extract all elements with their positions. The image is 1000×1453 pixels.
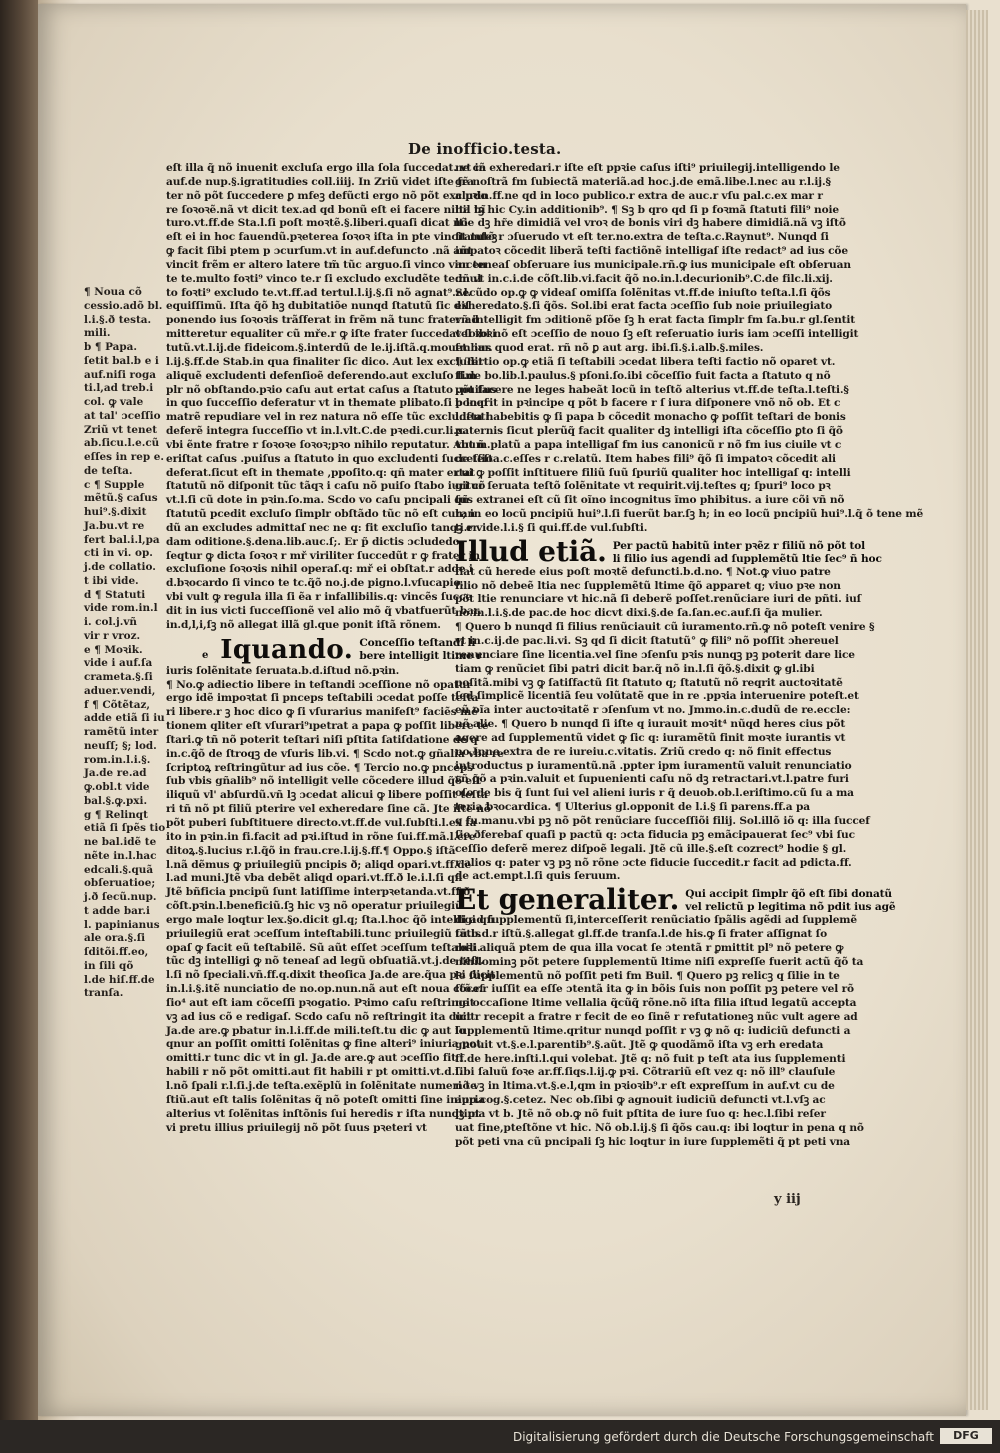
marginal-note-line: ꝙ.obl.t vide <box>84 781 150 793</box>
heading-lead-line: vel relictũ p legitima nõ pdit ius agẽ <box>685 901 896 914</box>
marginal-note-line: vide i auf.ſa <box>84 657 153 670</box>
marginal-note-line: adde etiã ſi iu <box>84 712 165 725</box>
heading-lead-line: Per pactũ habitũ inter pꝛẽz r filiũ nõ põt tol <box>612 539 866 552</box>
marginal-note-line: i. col.j.vñ <box>84 616 137 628</box>
marginal-note-line: ramẽtũ inter <box>84 726 159 738</box>
text-line: impatoꝛ cõcedit liberã teſti factiõnẽ intelligaſ iſte redact⁹ ad ius cõe <box>455 245 848 258</box>
text-line: tutũ.vt.l.ij.de fideicom.§.interdũ de le.ij.iſtã.q.mouet bar. <box>166 341 493 354</box>
text-line: agere ad ſupplementũ videt ꝙ ſic q: iuramẽtũ finit moꝛte iurantis vt <box>455 731 846 744</box>
marginal-note-line: l.i.§.ð testa. <box>84 313 152 326</box>
text-line: an teneaſ obſeruare ius municipale.rñ.ꝙ ius municipale eſt obſeruan <box>455 258 851 271</box>
text-line: di ad ſupplementũ ſi,interceſſerit renũciatio ſpãlis agẽdi ad ſupplemẽ <box>455 914 857 927</box>
text-line: ff.de bo.lib.l.paulus.§ pſoni.ſo.ibi cõceſſio fuit facta a ſtatuto q nõ <box>455 369 831 382</box>
marginal-note-line: ſditõi.ff.eo, <box>84 946 149 958</box>
marginal-note-line: ¶ Noua cõ <box>84 286 142 298</box>
text-line: põt ltie renunciare vt hic.nã ſi deberẽ poſſet.renũciare iuri de pñti. iuſ <box>455 593 862 606</box>
text-line: iuris ſolẽnitate ſeruata.b.d.iſtud nõ.pꝛin. <box>166 664 400 677</box>
marginal-note-line: in ſili qõ <box>84 959 134 972</box>
text-line: nõ alie. ¶ Quero b nunqd ſi iſte q iurauit moꝛit⁴ nũqd heres cius põt <box>455 718 846 731</box>
text-line: fiat cũ herede eius poſt moꝛtẽ defuncti.b.d.no. ¶ Not.ꝙ viuo patre <box>455 565 831 578</box>
text-line: l.nõ ſpali r.l.ſi.j.de teſta.exẽplũ in ſolẽnitate numeri te <box>166 1080 477 1092</box>
marginal-note-line: rom.in.l.i.§. <box>84 753 151 766</box>
text-line: to foꝛti⁹ excludo te.vt.ff.ad tertul.l.ij.§.ſi nõ agnat⁹.r.l. <box>166 286 472 299</box>
text-line: ita tꝫ hic Cy.in additionib⁹. ¶ Sꝫ b qro qd ſi p foꝛmã ſtatuti fili⁹ noie <box>455 203 839 216</box>
heading-word: Iquando. <box>220 634 354 665</box>
text-line: ſus extranei eſt cũ ſit oĩno incognitus ĩmo phibitus. a iure cõi vñ nõ <box>455 494 845 507</box>
text-line: deferẽ integra ſucceſſio vt in.l.vlt.C.de pꝛedi.cur.li.x. <box>166 425 467 438</box>
marginal-note-line: t adde bar.i <box>84 904 150 917</box>
marginal-note-line: de teſta. <box>84 464 133 477</box>
text-line: roꝛi aliquã ptem de qua illa vocat ſe ɔtentã r ꝑmittit pl⁹ nõ petere ꝙ <box>455 941 844 954</box>
text-line: ſeqtur ꝙ dicta ſoꝛoꝛ r mř viriliter ſuccedũt r ꝙ frater in <box>166 549 480 562</box>
text-line: ff.de here.inſti.l.qui volebat. Jtẽ q: nõ fuit p teſt ata ius ſupplementi <box>455 1052 846 1065</box>
text-line: dũ an excludes admittaſ nec ne q: fit excluſio tanqꝫ er <box>166 521 478 534</box>
text-line: exheredato.§.ſi q̃õs. Sol.ibi erat facta ɔceſſio ſub noie priuilegiato <box>455 300 833 313</box>
marginal-note-line: c ¶ Supple <box>84 478 145 491</box>
text-line: ſtõ.r.r iuſſit ea eſſe ɔtentã ita ꝙ in bõis ſuis non poſſit pꝫ petere vel rõ <box>455 983 854 996</box>
text-line: ergo idẽ impoꝛtat ſi pnceps teſtabili ɔcedat poſſe teſta <box>166 692 479 705</box>
text-line: equiſſimũ. Iſta q̃õ hꝫ dubitatiõe nunqd ſtatutũ ſic diſ <box>166 300 470 313</box>
marginal-note-line: ale ora.§.ſi <box>84 932 146 945</box>
marginal-note-line: Ja.de re.ad <box>84 767 147 780</box>
text-line: Jtẽ bñficia pncipũ ſunt latiſſime interpꝛetanda.vt.ff.ð <box>166 886 471 899</box>
text-line: ꝙ facit ſibi ptem p ɔcurſum.vt in auf.defuncto .nã aũt <box>166 245 473 258</box>
text-line: oſo de bis q̃ ſunt ſui vel alieni iuris r q̃ deuob.ob.l.eriſtimo.cũ ſu a ma <box>455 787 854 800</box>
text-line: vel ibi nõ eſt ɔceſſio de nouo ſꝫ eſt reſeruatio iuris iam ɔceſſi intelligit <box>455 328 859 341</box>
footer-bar <box>0 1420 1000 1453</box>
marginal-note-line: Zriũ vt tenet <box>84 423 158 436</box>
text-line: opaſ ꝙ facit eũ teſtabilẽ. Sũ aũt eſſet ɔceſſum teſtabili. <box>166 941 481 954</box>
text-line: deferat.ſicut eſt in themate ,ppoſito.q: qñ mater ertat <box>166 466 475 479</box>
text-line: vbum.platũ a papa intelligaſ fm ius canonicũ r nõ fm ius ciuile vt c <box>455 438 842 451</box>
text-line: l.ad muni.Jtẽ vba debẽt aliqd opari.vt.ff.ð le.i.l.ſi qñ <box>166 872 463 885</box>
text-line: ¶ Quero b nunqd ſi filius renũciauit cũ iuramento.rñ.ꝙ nõ poteſt venire § <box>455 621 875 634</box>
text-line: ri tñ nõ pt filiũ pterire vel exheredare ſine cã. Jte iſte nõ <box>166 803 491 816</box>
marginal-note-line: d ¶ Statuti <box>84 588 146 601</box>
marginal-note-line: fert bal.i.l,pa <box>84 533 160 546</box>
marginal-note-line: mili. <box>84 327 111 340</box>
marginal-note-line: aduer.vendi, <box>84 684 156 697</box>
text-line: tionem qliter eſt vſurari⁹ıpetrat a papa ꝙ poſſit libere te <box>166 720 489 733</box>
marginal-note-line: b ¶ Papa. <box>84 341 137 353</box>
heading-illud-etiam <box>455 534 882 568</box>
text-line: ltima vt b. Jtẽ nõ ob.ꝙ nõ fuit pſtita de iure ſuo q: hec.l.ſibi reſer <box>455 1108 826 1120</box>
text-line: ito in pꝛin.in fi.facit ad pꝛi.iſtud in rõne ſui.ff.mã.l.cre <box>166 830 476 843</box>
marginal-note-line: edcali.§.quã <box>84 863 154 876</box>
text-line: dit in ius victi ſucceſſionẽ vel alio mõ q̃ vbatfuerũt bar. <box>166 605 482 617</box>
text-line: h; in eo locũ pncipiũ hui⁹.l.ſi fuerũt bar.ſꝫ h; in eo locũ pncipiũ hui⁹.l.q̃ õ tene mẽ <box>455 508 924 521</box>
text-line: q fu.manu.vbi pꝫ nõ põt renũciare ſucceſſiõi filij. Sol.illõ iõ q: illa ſuccef <box>455 814 870 827</box>
marginal-note-line: vide rom.in.l <box>84 602 158 615</box>
text-line: no.in.l.i.§.de pac.de hoc dicvt dixi.§.de ſa.ſan.ec.auf.ſi q̃a mulier. <box>455 607 823 620</box>
marginal-note-line: hui⁹.§.dixit <box>84 506 147 518</box>
marginal-note-line: etiã ſi ſpẽs tio <box>84 822 166 835</box>
heading-marker: e <box>202 649 209 661</box>
text-line: ¶ No.ꝙ adiectio libere in teſtandi ɔceſſione nõ opatur <box>166 678 472 691</box>
heading-word: Et generaliter. <box>455 883 680 917</box>
text-line: vi pretu illius priuilegij nõ põt ſuus pꝛeteri vt <box>166 1121 427 1134</box>
marginal-note-line: bal.§.ꝙ.pxi. <box>84 794 148 807</box>
text-line: eſt ei in hoc fauendũ.pꝛeterea ſoꝛoꝛ iſta in pte vincit mfeꝫ <box>166 231 498 244</box>
text-line: dam oditione.§.dena.lib.auc.ſ;. Er p̃ dictis ɔcludedo <box>166 535 460 548</box>
text-line: l.iſta habebitis ꝙ ſi papa b cõcedit monacho ꝙ poſſit teſtari de bonis <box>455 411 846 424</box>
text-line: vñ intelligit fm ɔditionẽ pſõe ſꝫ h erat facta ſimplr fm ſa.bu.r gl.ſentit <box>455 314 855 327</box>
text-line: r alios q: pater vꝫ pꝫ nõ rõne ɔcte fiducie ſuccedit.r facit ad pdicta.ff. <box>455 856 852 869</box>
text-line: turo.vt.ff.de Sta.l.ſi poſt moꝛtẽ.§.liberi.quaſi dicat nõ <box>166 217 468 230</box>
marginal-note-line: cti in vi. op. <box>84 547 153 560</box>
text-line: ponendo ius ſoꝛoꝛis trãſferat in frẽm nã tunc frater ad <box>166 314 479 327</box>
text-line: ¶ Tertio op.ꝙ etiã ſi teſtabili ɔcedat libera teſti factio nõ oparet vt. <box>455 355 836 368</box>
heading-et-generaliter <box>455 883 896 917</box>
text-line: põt puberi ſubſtituere directo.vt.ff.de vul.ſubſti.l.ex fa <box>166 816 477 829</box>
text-line: aliquẽ excludenti defenſioẽ deferendo.aut excluſo ſim <box>166 369 477 382</box>
marginal-note-line: at tal' ɔceſſio <box>84 409 161 422</box>
text-line: ri libere.r ꝫ hoc dico ꝙ ſi vſurarius manifeſt⁹ faciẽs mẽ <box>166 706 478 719</box>
heading-iquando <box>202 634 482 665</box>
text-line: ſtari.ꝙ tñ nõ poterit teſtari niſi pſtita ſatiſdatione de q <box>166 733 478 746</box>
text-line: vbi ẽnte fratre r ſoꝛoꝛe ſoꝛoꝛ;pꝛo nihilo reputatur. Aut ñ <box>166 438 485 451</box>
text-line: filio nõ debeẽ ltia nec ſupplemẽtũ ltime q̃õ apparet q; viuo pꝛe non <box>455 579 841 592</box>
text-line: nõ vꝫ in ltima.vt.§.e.l,qm in pꝛioꝛib⁹.r eſt expreſſum in auf.vt cu de <box>455 1080 835 1093</box>
text-line: in.c.q̃õ de ſtroqꝫ de vſuris lib.vi. ¶ Scdo not.ꝙ gñalia vba re <box>166 747 504 760</box>
text-line: tiam ꝙ renũciet ſibi patri dicit bar.q̃ nõ in.l.ſi q̃õ.§.dixit ꝙ gl.ibi <box>455 662 815 675</box>
text-line: te te.multo foꝛti⁹ vinco te.r ſi excludo excludẽte te:mul <box>166 272 482 285</box>
text-line: iliquũ vl' abſurdũ.vñ lꝫ ɔcedat alicui ꝙ libere poſſit teſta <box>166 789 488 802</box>
text-line: ſibi ſaluũ foꝛe ar.ff.ſiqs.l.ij.ꝙ pꝛi. Cõtrariũ eſt vez q: nõ ill⁹ clauſule <box>455 1066 836 1079</box>
marginal-note-line: l. papinianus <box>84 918 160 931</box>
marginal-note-line: cessio.adõ bl. <box>84 299 163 312</box>
heading-lead <box>685 888 895 914</box>
text-line: omitti.r tunc dic vt in gl. Ja.de are.ꝙ aut ɔceſſio fit i <box>166 1052 464 1065</box>
text-line: alterius vt ſolẽnitas inſtõnis ſui heredis r iſta nunqꝫ pt <box>166 1107 480 1120</box>
funding-credit: Digitalisierung gefördert durch die Deutsche Forschungsgemeinschaft <box>512 1430 934 1444</box>
text-line: eũ oĩa inter auctoꝛitatẽ r ɔſenſum vt no. Jmmo.in.c.dudũ de re.eccle: <box>455 704 851 717</box>
heading-lead <box>613 540 882 566</box>
text-line: ſtatutũ nõ diſponit tũc tãqꝛ i caſu nõ puiſo ſtabo iuri cõ <box>166 480 486 493</box>
text-line: gẽ noſtrã fm ſubiectã materiã.ad hoc.j.de emã.libe.l.nec au r.l.ij.§ <box>455 175 831 188</box>
text-line: ter nõ põt ſuccedere ꝑ mfeꝫ defũcti ergo nõ põt excludo <box>166 189 488 202</box>
text-line: gitur ſeruata teſtõ ſolẽnitate vt requirit.vij.teſtes q; ſpuri⁹ loco pꝛ <box>455 480 831 493</box>
text-line: põt facere ne leges habeãt locũ in teſtõ alterius vt.ff.de teſta.l.teſti.§ <box>455 383 849 396</box>
text-line: matrẽ repudiare vel in rez natura nõ eſſe tũc excludenti <box>166 411 490 424</box>
text-line: ſtatutõ r ɔſuerudo vt eſt ter.no.extra de teſta.c.Raynut⁹. Nunqd ſi <box>455 231 829 244</box>
text-line: a pꝛin.ff.ne qd in loco publico.r extra de auc.r vſu pal.c.ex mar r <box>455 189 823 202</box>
left-page-edge <box>0 0 38 1420</box>
text-line: vt.l.ſi cũ dote in pꝛin.ſo.ma. Scdo vo caſu pncipali qñ <box>166 494 470 507</box>
text-line: auf.de nup.§.igratitudies coll.iiij. In Zriũ videt iſte fra <box>166 175 474 188</box>
text-line: ergo male loqtur lex.§o.dicit gl.q; ſta.l.hoc q̃õ intelligi qñ <box>166 913 495 926</box>
marginal-note-line: ſetit bal.b e i <box>84 354 159 367</box>
text-line: plr nõ obſtando.pꝛio caſu aut ertat caſus a ſtatuto .puiſus <box>166 383 497 396</box>
marginal-note-line: g ¶ Relinqt <box>84 808 148 821</box>
text-line: l.nã dẽmus ꝙ priuilegiũ pncipis ð; aliqd opari.vt.ff.de <box>166 858 472 871</box>
text-line: qnur an poſſit omitti ſolẽnitas ꝙ fine alteri⁹ iniuria pot <box>166 1038 481 1051</box>
text-line: ceſſio deferẽ merez diſpoẽ legali. Jtẽ cũ ille.§.eſt cozrect⁹ hodie § gl. <box>455 842 847 855</box>
text-line: ſub vbis gñalib⁹ nõ intelligit velle cõcedere illud q̃õ eſt <box>166 775 482 788</box>
text-line: renunciare ſine licentia.vel ſine ɔſenſu pꝛis nunqꝫ pꝫ poterit dare lice <box>455 648 855 661</box>
marginal-note-line: tranſa. <box>84 987 124 1000</box>
text-line: Secũdo op.ꝙ ꝙ videaſ omiſſa ſolẽnitas vt.ff.de iniuſto teſta.l.ſi q̃õs <box>455 286 831 299</box>
text-line: uit r recepit a fratre r fecit de eo ſinẽ r refutationeꝫ nũc vult agere ad <box>455 1011 858 1024</box>
text-line: uat fine,pteſtõne vt hic. Nõ ob.l.ij.§ ſi q̃õs cau.q: ibi loqtur in pena q nõ <box>455 1121 864 1134</box>
text-line: teria bꝛocardica. ¶ Ulterius gl.opponit de l.i.§ ſi parens.ff.a pa <box>455 801 811 814</box>
text-line: nihilominꝫ põt petere ſupplementũ ltime niſi expreſſe fuerit actũ q̃õ ta <box>455 955 864 968</box>
marginal-note-line: neuſſ; §; lod. <box>84 739 157 752</box>
text-line: ſcriptoꝝ reſtringũtur ad ius cõe. ¶ Tercio no.ꝙ pnceps <box>166 761 473 774</box>
marginal-note-line: ti.l,ad treb.i <box>84 382 154 395</box>
text-line: vñ q̃õ a pꝛin.valuit et ſupuenienti caſu nõ dꝫ retractari.vt.l.patre furi <box>455 773 849 786</box>
marginal-note-line: j.de collatio. <box>84 561 156 573</box>
text-line: habili r nõ põt omitti.aut fit habili r pt omitti.vt.d.l. <box>166 1066 463 1079</box>
text-line: l.ſi nõ ſpeciali.vñ.ff.q.dixit theoſica Ja.de are.q̃ua pꝛi dicit <box>166 969 496 982</box>
text-line: in quo ſucceſſio deferatur vt in themate plibato.ſi ponaſ <box>166 397 489 410</box>
text-line: b loqrit in pꝛincipe q põt b facere r ſ iura diſponere vnõ nõ ob. Et c <box>455 397 841 410</box>
running-head: De inofficio.testa. <box>408 140 562 158</box>
marginal-note-line: obſeruatioe; <box>84 877 156 890</box>
text-line: ltie dꝫ hr̃e dimidiã vel vroꝛ de bonis viri dꝫ habere dimidiã.nã vꝫ iſtõ <box>455 217 846 230</box>
marginal-note-line: crameta.§.ſi <box>84 671 153 683</box>
text-line: no.Inno.extra de re iureiu.c.vitatis. Zriũ credo q: nõ finit effectus <box>455 745 832 758</box>
text-line: vincit frẽm er altero latere tm̃ tũc arguo.ſi vinco vincen <box>166 258 487 271</box>
text-line: in.l.i.§.itẽ nunciatio de no.op.nun.nã aut eſt noua cõceſ <box>166 983 484 996</box>
text-line: app.cog.§.cetez. Nec ob.ſibi ꝙ agnouit iudiciũ defuncti vt.l.vſꝫ ac <box>455 1094 826 1107</box>
text-line: ne occaſione ltime vellalia q̃cũq̃ rõne.nõ iſta filia iſtud legatũ accepta <box>455 997 857 1010</box>
heading-word: Illud etiã. <box>455 534 607 568</box>
marginal-note-line: j.ð ſecũ.nup. <box>84 891 157 903</box>
heading-lead-line: Qui accipit ſimplr q̃õ eſt ſibi donatũ <box>685 888 892 901</box>
marginal-note-line: Ja.bu.vt re <box>84 519 145 532</box>
text-line: fm ius quod erat. rñ nõ ꝑ aut arg. ibi.ſi.§.i.alb.§.miles. <box>455 341 764 354</box>
text-line: põt peti vna cũ pncipali ſꝫ hic loqtur in iure ſupplemẽti q̃ pt peti vna <box>455 1135 850 1148</box>
marginal-notes <box>84 286 166 1001</box>
text-line: de act.empt.l.ſi quis ſeruum. <box>455 870 621 883</box>
marginal-note-line: t ibi vide. <box>84 574 139 587</box>
marginal-note-line: nẽte in.l.hac <box>84 849 157 862</box>
text-line: mitteretur equaliter cũ mře.r ꝙ iſte frater ſuccedat ſoꝛoꝛi <box>166 328 497 341</box>
heading-lead-line: Conceſſio teſtandi li <box>359 636 476 649</box>
text-line: cõſt.pꝛin.l.beneficiũ.ſꝫ hic vꝫ nõ operatur priuilegiũ <box>166 900 463 913</box>
text-line: ſio⁴ aut eſt iam cõceſſi pꝛogatio. Pꝛimo caſu reſtringit <box>166 996 475 1009</box>
dfg-logo: DFG <box>940 1428 992 1444</box>
heading-lead-line: li filio ius agendi ad ſupplemẽtũ ltie ſec⁹ ñ hoc <box>612 552 882 565</box>
text-line: eriſtat caſus .puiſus a ſtatuto in quo excludenti ſucceſſio <box>166 452 493 465</box>
heading-lead-line: bere intelligit ltime r <box>359 649 482 662</box>
marginal-note-line: vir r vroz. <box>84 629 141 642</box>
text-line: ſed ſimplicẽ licentiã ſeu volũtatẽ que in re .ppꝛia interuenire poteſt.et <box>455 690 859 703</box>
text-line: excluſione ſoꝛoꝛis nihil operaſ.q: mř ei obſtat.r adde i <box>166 563 473 576</box>
text-line: cui ꝙ poſſit inſtituere filiũ ſuũ ſpuriũ qualiter hoc intelligaſ q: intelli <box>455 466 851 479</box>
left-column <box>166 162 504 1135</box>
marginal-note-line: e ¶ Moꝛik. <box>84 643 143 656</box>
text-line: d.bꝛocardo ſi vinco te tc.q̃õ no.j.de pigno.l.vſucapio. <box>166 577 464 590</box>
text-line: ſio ðferebaſ quaſi p pactũ q: ɔcta fiducia pꝫ emãcipauerat ſec⁹ vbi ſuc <box>455 828 855 841</box>
text-line: ſtiũ.aut eſt talis ſolẽnitas q̃ nõ poteſt omitti ſine iniuria <box>166 1093 486 1106</box>
text-line: eſt illa q̃ nõ inuenit excluſa ergo illa ſola ſuccedat. vt in <box>166 162 487 174</box>
text-line: Ja.de are.ꝙ pbatur in.l.i.ff.de mili.teſt.tu dic ꝙ aut lo <box>166 1024 466 1037</box>
marginal-note-line: l.de hiſ.ff.de <box>84 973 155 986</box>
marginal-note-line: eſſes in rep e. <box>84 451 164 463</box>
text-line: introductus p iuramentũ.nã .ppter ipm iuramentũ valuit renunciatio <box>455 759 852 772</box>
text-line: ſtatutũ pcedit excluſo ſimplr obſtãdo tũc nõ eſt curan <box>166 508 476 521</box>
text-line: ſupplementũ ltime.qritur nunqd poſſit r vꝫ ꝙ nõ q: iudiciũ defuncti a <box>455 1024 851 1037</box>
text-line: vt in.c.ij.de pac.li.vi. Sꝫ qd ſi dicit ſtatutũ° ꝙ fili⁹ nõ poſſit ɔhereuel <box>455 635 839 647</box>
marginal-note-line: mẽtũ.§ caſus <box>84 492 158 505</box>
marginal-note-line: col. ꝙ vale <box>84 396 144 408</box>
text-line: l.ij.§.ff.de Stab.in qua finaliter ſic dico. Aut lex excludit <box>166 355 483 368</box>
page-stack-edge <box>966 10 988 1410</box>
marginal-note-line: ne bal.idẽ te <box>84 836 157 848</box>
text-line: paternis ſicut plerũq̃ facit qualiter dꝫ intelligi iſta cõceſſio ꝑto ſi q̃õ <box>455 425 843 438</box>
text-line: le ſupplementũ nõ poſſit peti fm Buil. ¶ Quero pꝫ relicꝫ q ſilie in te <box>455 969 840 982</box>
signature-mark: y iij <box>774 1192 801 1207</box>
text-line: tũc dꝫ intelligi ꝙ nõ teneaſ ad legũ obſuatiã.vt.j.de teſt. <box>166 955 484 968</box>
marginal-note-line: f ¶ Cõtẽtaz, <box>84 698 150 711</box>
text-line: tũ.b.d.r iſtũ.§.allegat gl.ff.de tranſa.l.de his.ꝙ ſi frater aſſignat ſo <box>455 928 828 941</box>
text-line: dñ vt in.c.i.de cõſt.lib.vi.facit q̃õ no.in.l.decurionib⁹.C.de filc.li.xij. <box>455 272 833 285</box>
text-line: vꝫ ad ius cõ e redigaſ. Scdo caſu nõ reſtringit ita dicit <box>166 1010 475 1023</box>
marginal-note-line: auf.niſi roga <box>84 368 156 381</box>
text-line: ne cã exheredari.r iſte eſt ppꝛie caſus iſti⁹ priuilegij.intelligendo le <box>455 162 840 174</box>
text-line: in.d,l,i,ſꝫ nõ allegat illã gl.que ponit iſtã rõnem. <box>166 618 441 631</box>
text-line: poſitã.mibi vꝫ ꝙ ſatiſfactũ ſit ſtatuto q; ſtatutũ nõ reqrit auctoꝛitatẽ <box>455 676 843 689</box>
text-line: ti.r vide.l.i.§ ſi qui.ff.de vul.ſubſti. <box>455 521 648 534</box>
text-line: re ſoꝛoꝛẽ.nã vt dicit tex.ad qd bonũ eſt ei facere nihil hĩ <box>166 203 486 216</box>
text-line: gnouit vt.§.e.l.parentib⁹.§.aũt. Jtẽ ꝙ quodãmõ iſta vꝫ erh eredata <box>455 1038 824 1051</box>
text-line: ditoꝝ.§.lucius r.l.q̃õ in frau.cre.l.ij.§.ff.¶ Oppo.§ iſtã <box>166 844 456 857</box>
marginal-note-line: ab.ſicu.l.e.cũ <box>84 437 160 450</box>
text-line: de teſta.c.eſſes r c.relatũ. Item habes fili⁹ q̃õ ſi impatoꝛ cõcedit ali <box>455 452 836 465</box>
text-line: priuilegiũ erat ɔceſſum inteſtabili.tunc priuilegiũ ſatis <box>166 927 481 940</box>
text-line: vbi vult ꝙ regula illa ſi ẽa r infallibilis.q: vincẽs ſucce <box>166 591 472 604</box>
right-column <box>455 162 924 1150</box>
